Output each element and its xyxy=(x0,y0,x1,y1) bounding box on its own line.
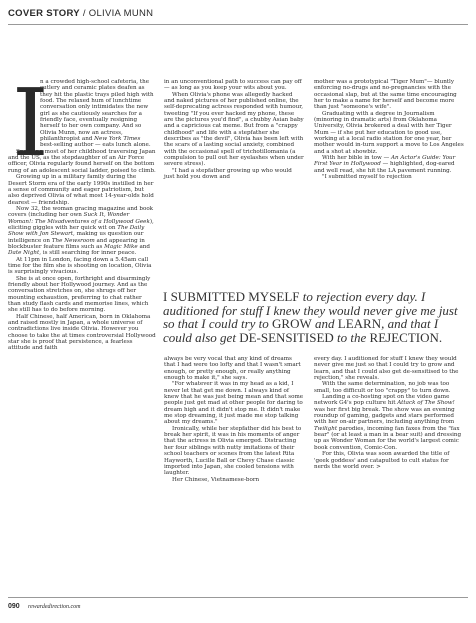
paragraph-1: every day. I auditioned for stuff I knew they would never give me just so that I could try to grow and learn, and that I could also get de-sensitised to the rejection," she reveals. xyxy=(314,356,459,382)
column-3 xyxy=(314,79,464,181)
paragraph-2: With the same determination, no job was too small, too difficult or too "crappy" to turn down. xyxy=(314,381,451,394)
drop-cap: I xyxy=(12,69,49,177)
paragraph-5: At 11pm in London, facing down a 5.45am call time for the film she is shooting on location, Olivia is surprisingly vivacious. xyxy=(8,256,152,276)
paragraph-2: "For whatever it was in my head as a kid, I never let that get me down. I always kind of knew that he was just being mean and that some people just get mad at other people for daring to dream high and it didn't stop me. It didn't make me stop dreaming, it just made me stop talking about my dreams." xyxy=(164,381,304,426)
article-subject: OLIVIA MUNN xyxy=(88,8,154,19)
paragraph-4: For this, Olivia was soon awarded the title of 'geek goddess' and catapulted to cult status for nerds the world over. > xyxy=(314,451,450,470)
paragraph-4: Her Chinese, Vietnamese-born xyxy=(172,476,260,483)
footer-rule xyxy=(8,597,468,598)
paragraph-4: Now 32, the woman gracing magazine and book covers (including her own Suck It, Wonder Woman!: The Misadventures of a Hollywood Geek), eliciting giggles with her quick wit on The Daily Show with Jon Stewart, making us question our intelligence on The Newsroom and appearing in blockbuster feature films such as Magic Mike and Date Night, is still searching for inner peace. xyxy=(8,205,154,257)
header-rule xyxy=(8,24,468,25)
page-number: 090 xyxy=(8,603,20,610)
paragraph-2: Graduating with a degree in Journalism (minoring in dramatic arts) from Oklahoma University, Olivia brokered a deal with her Tiger Mum — if she put her education to good use, working at a local radio station for one year, her mother would in-turn support a move to Los Angeles and a shot at showbiz. xyxy=(314,110,464,155)
paragraph-1: in an unconventional path to success can pay off — as long as you keep your wits about you. xyxy=(164,79,302,92)
paragraph-1: mother was a prototypical "Tiger Mum"— bluntly enforcing no-drugs and no-pregnancies with the occasional slap, but at the same time encouraging her to make a name for herself and become more than just "someone's wife". xyxy=(314,79,457,111)
pull-quote: I SUBMITTED MYSELF to rejection every day. I auditioned for stuff I knew they would never give me just so that I could try to GROW and LEARN, and that I could also get DE-SENSITISED to the REJECTION. xyxy=(163,289,458,345)
column-2 xyxy=(164,79,304,181)
paragraph-2: When Olivia's phone was allegedly hacked and naked pictures of her published online, the self-deprecating actress responded with humour, tweeting "If you ever hacked my phone, these are the pictures you'd find", a chubby Asian baby and a capricious cat meme. But from a "crappy childhood" and life with a stepfather she describes as "the devil", Olivia has been left with the scars of a lasting social anxiety, combined with the occasional spell of trichotillomania (a compulsion to pull out her eyelashes when under severe stress). xyxy=(164,91,304,168)
paragraph-6: She is at once open, forthright and disarmingly friendly about her Hollywood journey. And as the conversation stretches on, she shrugs off her mounting exhaustion, preferring to chat rather than study flash cards and memorise lines, which she still has to do before morning. xyxy=(8,275,151,314)
column-4 xyxy=(164,356,304,483)
paragraph-1: always be very vocal that any kind of dreams that I had were too lofty and that I wasn't smart enough, or pretty enough, or really anything enough to make it," she says. xyxy=(164,356,301,382)
paragraph-3: Growing up in a military family during the Desert Storm era of the early 1990s instilled in her a sense of community and eager patriotism, but also deprived Olivia of what most 14-year-olds hold dearest — friendship. xyxy=(8,174,154,206)
paragraph-3: Landing a co-hosting spot on the video game network G4's pop culture hit Attack of The Show! was her first big break. The show was an evening roundup of gaming, gadgets and stars performed with her on-air partners, including anything from Twilight parodies, incoming fan faxes from the "fax bear" (or at least a man in a bear suit) and dressing up as Wonder Woman for the world's largest comic book convention, Comic-Con. xyxy=(314,394,462,451)
paragraph-4: "I submitted myself to rejection xyxy=(322,174,412,181)
paragraph-3: "I had a stepfather growing up who would just hold you down and xyxy=(164,167,292,181)
section-label: COVER STORY xyxy=(8,8,80,19)
column-5 xyxy=(314,356,464,470)
paragraph-7: Half Chinese, half American, born in Oklahoma and raised mostly in Japan, a whole universe of contradictions live inside Olivia. However you choose to take the at times controversial Hollywood star she is proof that persistence, a fearless attitude and faith xyxy=(8,313,156,352)
paragraph-3: With her bible in tow — An Actor's Guide: Your First Year in Hollywood — highlighted, dog-eared and well read, she hit the LA pavement running. xyxy=(314,155,456,174)
section-header xyxy=(8,8,153,19)
paragraph-2: Spending most of her childhood traversing Japan and the US, as the stepdaughter of an Air Force officer, Olivia regularly found herself on the bottom rung of an adolescent social ladder, poised to climb. xyxy=(8,148,156,174)
paragraph-1: n a crowded high-school cafeteria, the cutlery and ceramic plates deafen as they hit the plastic trays piled high with food. The relaxed hum of lunchtime conversation only intimidates the new girl as she cautiously searches for a friendly face, eventually resigning herself to her own company. And so Olivia Munn, now an actress, philanthropist and New York Times best-selling author — eats lunch alone. xyxy=(40,79,154,149)
column-1 xyxy=(8,69,156,352)
header-separator: / xyxy=(79,8,89,19)
site-url[interactable]: rewardedirection.com xyxy=(28,604,81,610)
paragraph-3: Ironically, while her stepfather did his best to break her spirit, it was in his moments of anger that the actress in Olivia emerged. Distracting her four siblings with nutty imitations of their school teachers or scenes from the latest Rita Hayworth, Lucille Ball or Chevy Chase classic imported into Japan, she cooled tensions with laughter. xyxy=(164,425,302,477)
